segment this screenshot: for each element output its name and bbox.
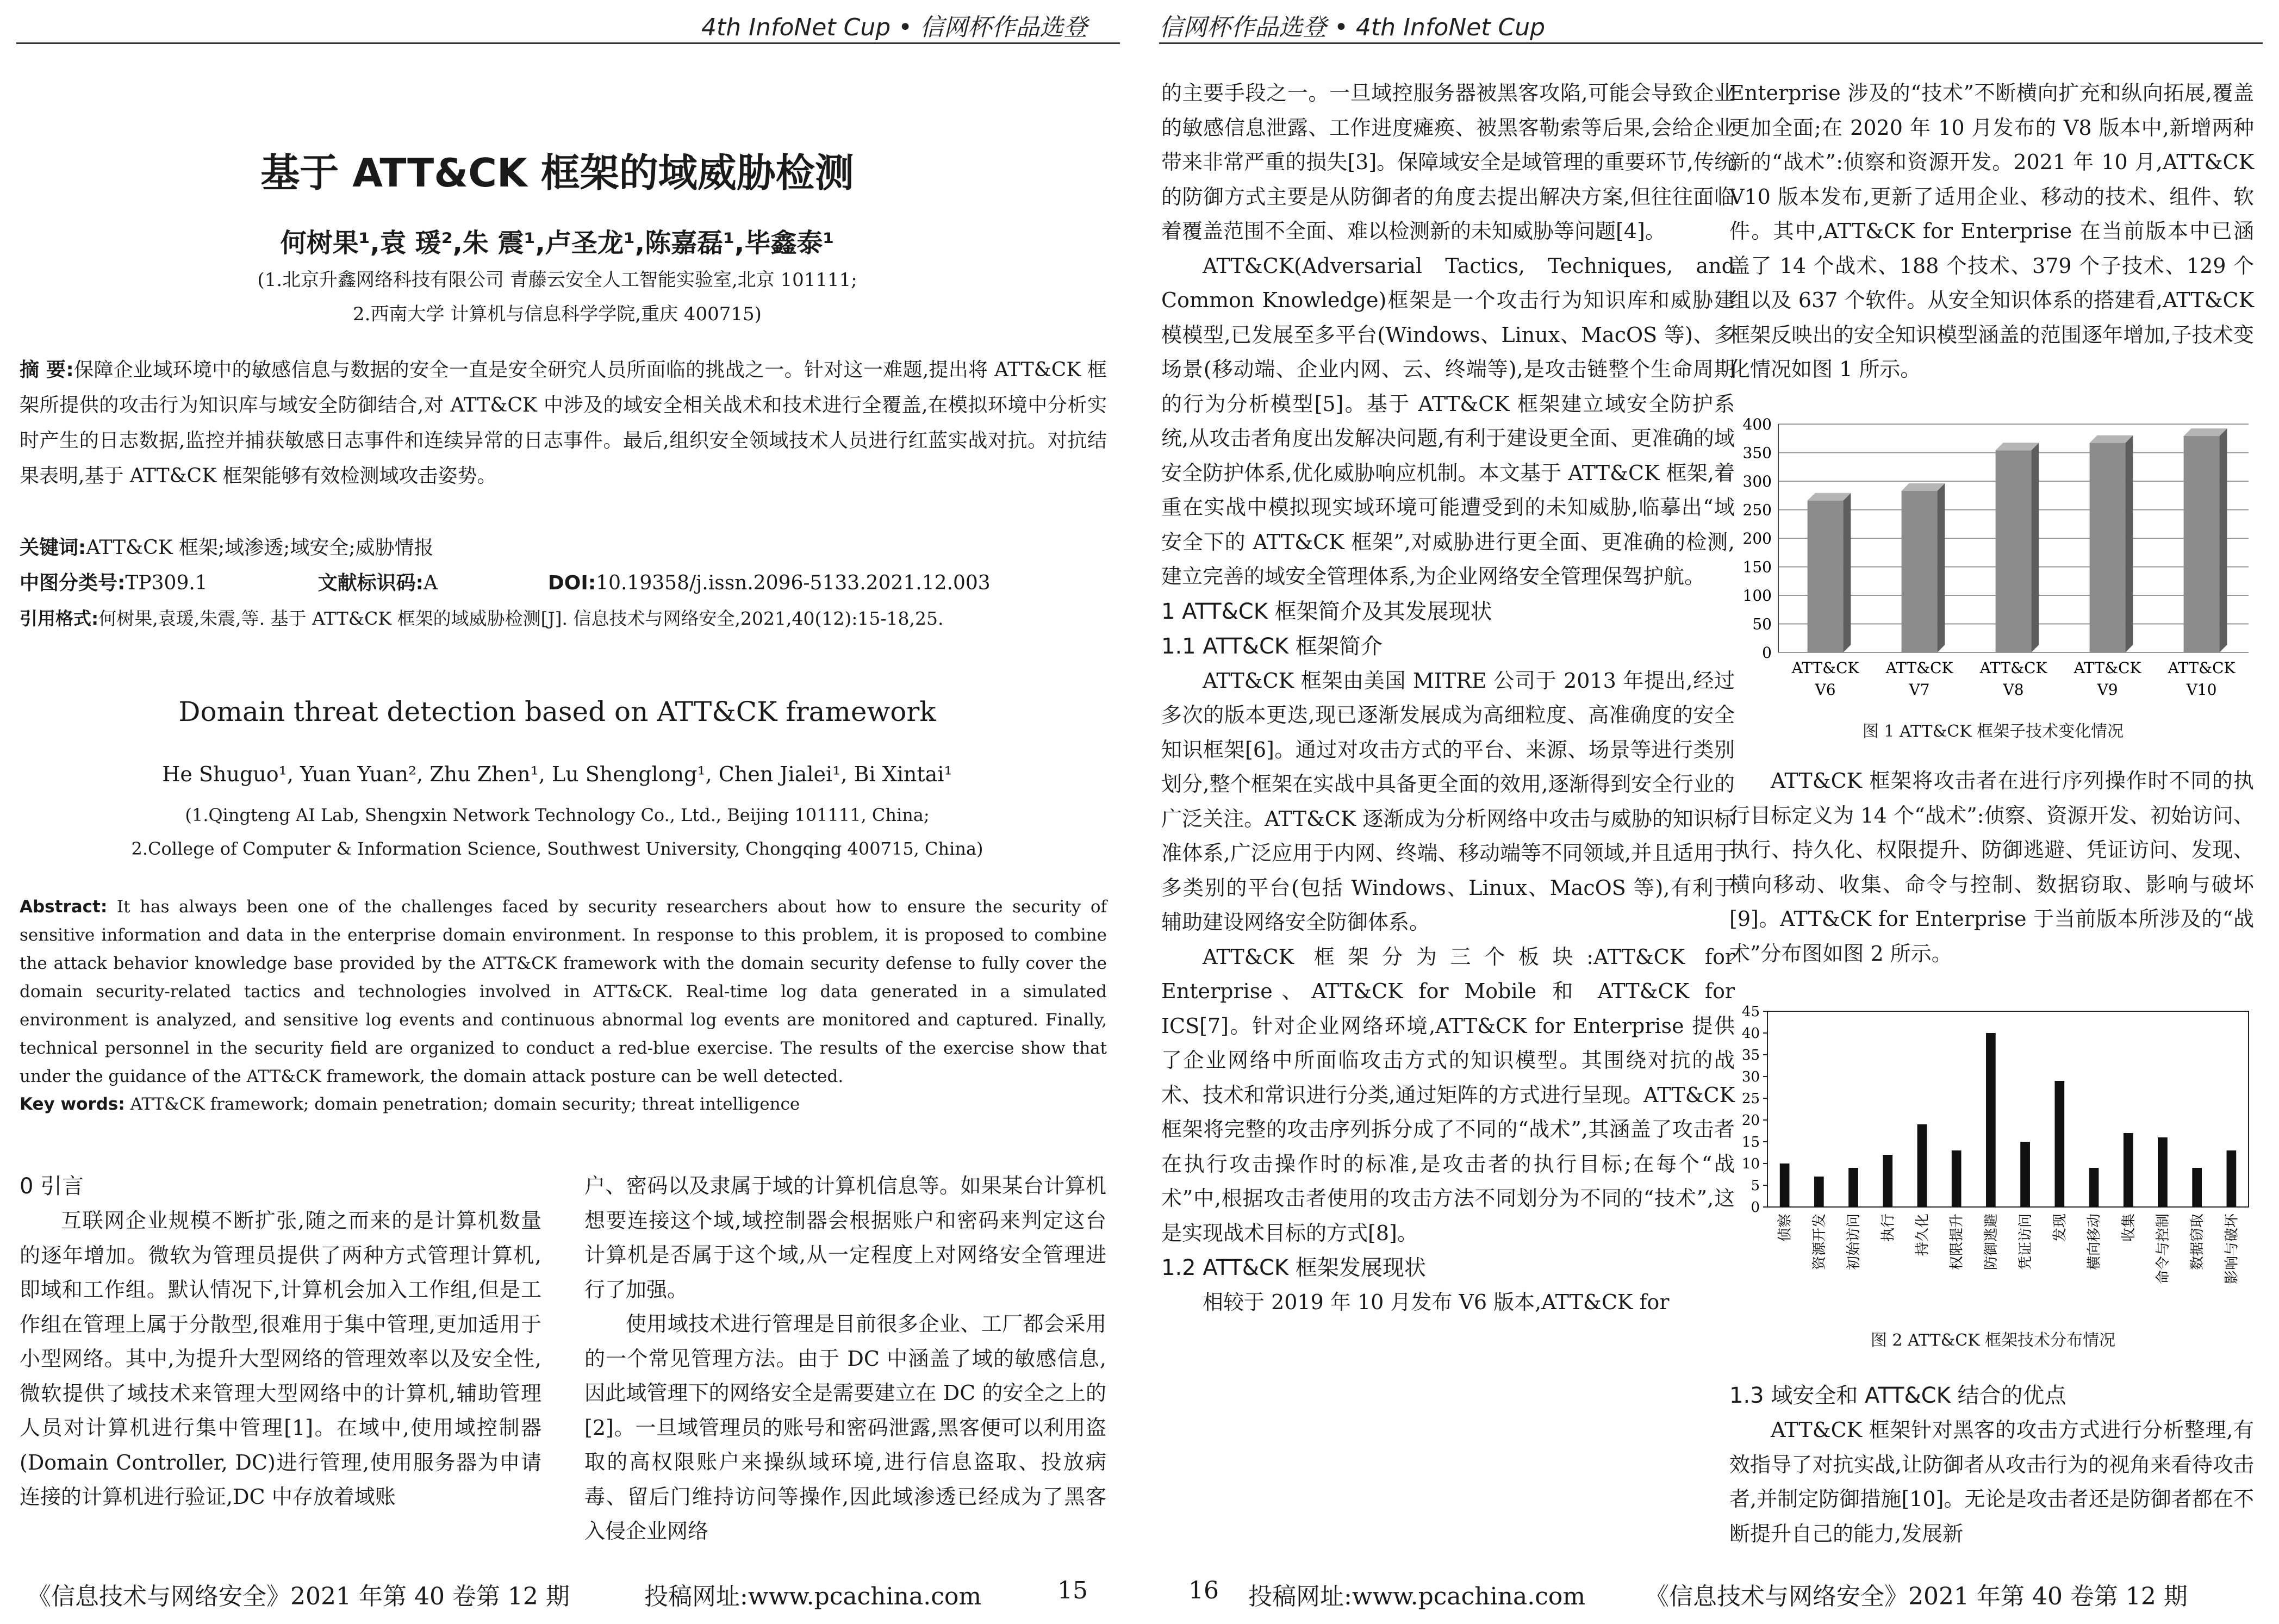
- classification-row: [20, 565, 1107, 601]
- paragraph-continuation: 的主要手段之一。一旦域控服务器被黑客攻陷,可能会导致企业的敏感信息泄露、工作进度瘫痪、被黑客勒索等后果,会给企业带来非常严重的损失[3]。保障域安全是域管理的重要环节,传统的防御方式主要是从防御者的角度去提出解决方案,但往往面临着覆盖范围不全面、难以检测新的未知威胁等问题[4]。: [1161, 81, 1735, 243]
- abstract-label: 摘 要:: [20, 359, 74, 381]
- bar: [1883, 1155, 1892, 1207]
- x-tick-label: V10: [2186, 681, 2217, 699]
- plot-frame: [1767, 1011, 2249, 1207]
- y-tick-label: 100: [1742, 587, 1772, 605]
- citation-label: 引用格式:: [20, 608, 99, 629]
- bar: [2227, 1150, 2237, 1207]
- keywords: [20, 530, 1107, 565]
- keywords-label: 关键词:: [20, 537, 86, 559]
- page-number: 15: [1057, 1577, 1088, 1604]
- page-number: 16: [1188, 1577, 1219, 1604]
- clc-label: 中图分类号:: [20, 572, 126, 594]
- author-list: 何树果¹,袁 瑗²,朱 震¹,卢圣龙¹,陈嘉磊¹,毕鑫泰¹: [280, 228, 835, 258]
- bar-top: [1808, 493, 1851, 501]
- y-tick-label: 150: [1742, 558, 1772, 576]
- bar: [1902, 491, 1938, 652]
- y-tick-label: 35: [1741, 1047, 1760, 1063]
- x-tick-label: 持久化: [1914, 1214, 1931, 1256]
- bar-side: [2125, 435, 2133, 652]
- citation: [20, 601, 1107, 636]
- y-tick-label: 50: [1752, 615, 1772, 633]
- bar-side: [1843, 493, 1851, 652]
- bar: [1986, 1033, 1996, 1207]
- y-tick-label: 40: [1741, 1025, 1760, 1042]
- x-tick-label: ATT&CK: [2073, 659, 2141, 677]
- section-1-heading: 1 ATT&CK 框架简介及其发展现状: [1161, 599, 1492, 624]
- bar-top: [1902, 483, 1945, 491]
- x-tick-label: 数据窃取: [2189, 1214, 2206, 1271]
- y-tick-label: 0: [1751, 1199, 1760, 1216]
- abstract: [20, 352, 1107, 494]
- right-column-1: [1161, 76, 1735, 1320]
- english-authors: He Shuguo¹, Yuan Yuan², Zhu Zhen¹, Lu Shenglong¹, Chen Jialei¹, Bi Xintai¹: [162, 762, 952, 786]
- header-rule: [1159, 42, 2263, 44]
- paragraph-tactics: ATT&CK 框架将攻击者在进行序列操作时不同的执行目标定义为 14 个“战术”:侦察、资源开发、初始访问、执行、持久化、权限提升、防御逃避、凭证访问、发现、横向移动、收集、命令与控制、数据窃取、影响与破坏[9]。ATT&CK for Enterprise 于当前版本所涉及的“战术”分布图如图 2 所示。: [1729, 769, 2254, 966]
- bar: [2124, 1133, 2133, 1207]
- y-tick-label: 25: [1741, 1091, 1760, 1107]
- figure-2-caption: 图 2 ATT&CK 框架技术分布情况: [1870, 1331, 2116, 1350]
- x-tick-label: V9: [2097, 681, 2118, 699]
- bar: [2090, 443, 2126, 652]
- bar: [2184, 436, 2220, 652]
- bar-side: [2219, 428, 2227, 652]
- x-tick-label: 横向移动: [2086, 1214, 2103, 1271]
- english-abstract-label: Abstract:: [20, 897, 108, 917]
- x-tick-label: V7: [1909, 681, 1930, 699]
- figure-1-chart: [1729, 413, 2257, 707]
- english-affiliation-1: (1.Qingteng AI Lab, Shengxin Network Technology Co., Ltd., Beijing 101111, China;: [185, 805, 930, 825]
- section-1-1-heading: 1.1 ATT&CK 框架简介: [1161, 633, 1383, 659]
- paragraph-mitre: ATT&CK 框架由美国 MITRE 公司于 2013 年提出,经过多次的版本更迭,现已逐渐发展成为高细粒度、高准确度的安全知识框架[6]。通过对攻击方式的平台、来源、场景等进行类别划分,整个框架在实战中具备更全面的效用,逐渐得到安全行业的广泛关注。ATT&CK 逐渐成为分析网络中攻击与威胁的知识标准体系,广泛应用于内网、终端、移动端等不同领域,并且适用于多类别的平台(包括 Windows、Linux、MacOS 等),有利于辅助建设网络安全防御体系。: [1161, 668, 1735, 934]
- x-tick-label: 收集: [2120, 1214, 2137, 1242]
- y-tick-label: 45: [1741, 1004, 1760, 1020]
- running-header: 4th InfoNet Cup • 信网杯作品选登: [701, 14, 1088, 41]
- bar-side: [1937, 483, 1945, 652]
- doi-label: DOI:: [547, 572, 596, 594]
- x-tick-label: 执行: [1880, 1214, 1897, 1242]
- bar: [1808, 501, 1844, 652]
- x-tick-label: 侦察: [1777, 1214, 1794, 1242]
- section-0-heading: 0 引言: [20, 1174, 84, 1199]
- y-tick-label: 300: [1742, 472, 1772, 490]
- y-tick-label: 400: [1742, 415, 1772, 433]
- x-tick-label: 资源开发: [1811, 1214, 1828, 1271]
- right-column-2: [1729, 76, 2254, 387]
- section-1-3-heading: 1.3 域安全和 ATT&CK 结合的优点: [1729, 1383, 2066, 1408]
- x-tick-label: V6: [1815, 681, 1836, 699]
- y-tick-label: 5: [1751, 1178, 1760, 1194]
- bar-top: [1996, 443, 2039, 450]
- intro-paragraph-1: 互联网企业规模不断扩张,随之而来的是计算机数量的逐年增加。微软为管理员提供了两种方式管理计算机,即域和工作组。默认情况下,计算机会加入工作组,但是工作组在管理上属于分散型,很难用于集中管理,更加适用于小型网络。其中,为提升大型网络的管理效率以及安全性,微软提供了域技术来管理大型网络中的计算机,辅助管理人员对计算机进行集中管理[1]。在域中,使用域控制器(Domain Controller, DC)进行管理,使用服务器为申请连接的计算机进行验证,DC 中存放着域账: [20, 1209, 541, 1509]
- x-tick-label: V8: [2003, 681, 2024, 699]
- y-tick-label: 30: [1741, 1069, 1760, 1085]
- figure-2-chart: [1729, 1000, 2257, 1305]
- bar: [2089, 1168, 2099, 1207]
- clc-value: TP309.1: [125, 572, 208, 594]
- x-tick-label: 影响与破坏: [2224, 1214, 2240, 1285]
- x-tick-label: ATT&CK: [1885, 659, 1953, 677]
- english-abstract-text: It has always been one of the challenges faced by security researchers about how to ensure the security of sensitive information and data in the enterprise domain environment. In response to this problem, it is proposed to combine the attack behavior knowledge base provided by the ATT&CK framework with the domain security defense to fully cover the domain security-related tactics and technologies involved in ATT&CK. Real-time log data generated in a simulated environment is analyzed, and sensitive log events and continuous abnormal log events are monitored and captured. Finally, technical personnel in the security field are organized to conduct a red-blue exercise. The results of the exercise show that under the guidance of the ATT&CK framework, the domain attack posture can be well detected.: [20, 897, 1107, 1086]
- bar: [2054, 1081, 2064, 1207]
- doccode-value: A: [424, 572, 438, 594]
- doccode-label: 文献标识码:: [317, 572, 424, 594]
- bar: [1848, 1168, 1858, 1207]
- english-keywords-text: ATT&CK framework; domain penetration; domain security; threat intelligence: [130, 1094, 800, 1114]
- x-tick-label: 命令与控制: [2155, 1214, 2171, 1285]
- keywords-text: ATT&CK 框架;域渗透;域安全;威胁情报: [86, 537, 434, 559]
- right-page: [1140, 0, 2279, 1624]
- doi-value: 10.19358/j.issn.2096-5133.2021.12.003: [596, 572, 991, 594]
- paragraph-attck-intro: ATT&CK(Adversarial Tactics, Techniques, and Common Knowledge)框架是一个攻击行为知识库和威胁建模模型,已发展至多平台(Windows、Linux、MacOS 等)、多场景(移动端、企业内网、云、终端等),是攻击链整个生命周期的行为分析模型[5]。基于 ATT&CK 框架建立域安全防护系统,从攻击者角度出发解决问题,有利于建设更全面、更准确的域安全防护体系,优化威胁响应机制。本文基于 ATT&CK 框架,着重在实战中模拟现实域环境可能遭受到的未知威胁,临摹出“域安全下的 ATT&CK 框架”,对威胁进行更全面、更准确的检测,建立完善的域安全管理体系,为企业网络安全管理保驾护航。: [1161, 253, 1735, 588]
- left-column-1: [20, 1169, 541, 1515]
- y-tick-label: 20: [1741, 1112, 1760, 1129]
- bar: [2192, 1168, 2202, 1207]
- bar-top: [2090, 435, 2133, 443]
- x-tick-label: ATT&CK: [2168, 659, 2236, 677]
- english-title: Domain threat detection based on ATT&CK framework: [178, 696, 936, 727]
- bar-top: [2184, 428, 2227, 436]
- bar: [1952, 1150, 1962, 1207]
- bar: [2020, 1142, 2030, 1207]
- x-tick-label: 发现: [2052, 1214, 2069, 1242]
- left-column-2: [584, 1169, 1106, 1549]
- paper-title: 基于 ATT&CK 框架的域威胁检测: [260, 150, 854, 196]
- footer-url[interactable]: 投稿网址:www.pcachina.com: [1248, 1583, 1586, 1610]
- affiliation-1: (1.北京升鑫网络科技有限公司 青藤云安全人工智能实验室,北京 101111;: [257, 269, 857, 291]
- footer-url[interactable]: 投稿网址:www.pcachina.com: [644, 1583, 982, 1610]
- x-tick-label: 权限提升: [1948, 1214, 1965, 1271]
- figure-1-caption: 图 1 ATT&CK 框架子技术变化情况: [1862, 722, 2124, 741]
- x-tick-label: ATT&CK: [1979, 659, 2047, 677]
- x-tick-label: ATT&CK: [1791, 659, 1859, 677]
- paragraph-three-modules: ATT&CK 框架分为三个板块:ATT&CK for Enterprise、ATT&CK for Mobile 和 ATT&CK for ICS[7]。针对企业网络环境,ATT&CK for Enterprise 提供了企业网络中所面临攻击方式的知识模型。其围绕对抗的战术、技术和常识进行分类,通过矩阵的方式进行呈现。ATT&CK 框架将完整的攻击序列拆分成了不同的“战术”,其涵盖了攻击者在执行攻击操作时的标准,是攻击者的执行目标;在每个“战术”中,根据攻击者使用的攻击方法不同划分为不同的“技术”,这是实现战术目标的方式[8]。: [1161, 944, 1735, 1245]
- y-tick-label: 250: [1742, 501, 1772, 519]
- bar: [1780, 1163, 1790, 1207]
- english-affiliation-2: 2.College of Computer & Information Science, Southwest University, Chongqing 400715, China): [131, 838, 983, 859]
- bar-side: [2031, 443, 2039, 652]
- english-abstract: [20, 893, 1107, 1091]
- bar: [1917, 1124, 1927, 1207]
- header-rule: [16, 42, 1120, 44]
- intro-paragraph-2: 户、密码以及隶属于域的计算机信息等。如果某台计算机想要连接这个域,域控制器会根据账户和密码来判定这台计算机是否属于这个域,从一定程度上对网络安全管理进行了加强。: [584, 1174, 1106, 1302]
- x-tick-label: 防御逃避: [1983, 1214, 2000, 1271]
- paragraph-advantages: ATT&CK 框架针对黑客的攻击方式进行分析整理,有效指导了对抗实战,让防御者从攻击行为的视角来看待攻击者,并制定防御措施[10]。无论是攻击者还是防御者都在不断提升自己的能力,发展新: [1729, 1418, 2254, 1546]
- section-1-2-heading: 1.2 ATT&CK 框架发展现状: [1161, 1255, 1426, 1280]
- y-tick-label: 200: [1742, 530, 1772, 547]
- y-tick-label: 350: [1742, 444, 1772, 462]
- x-tick-label: 初始访问: [1846, 1214, 1863, 1271]
- bar: [1996, 450, 2032, 652]
- y-tick-label: 15: [1741, 1134, 1760, 1150]
- y-tick-label: 10: [1741, 1156, 1760, 1172]
- paragraph-enterprise: Enterprise 涉及的“技术”不断横向扩充和纵向拓展,覆盖更加全面;在 2020 年 10 月发布的 V8 版本中,新增两种新的“战术”:侦察和资源开发。2021 年 10 月,ATT&CK V10 版本发布,更新了适用企业、移动的技术、组件、软件。其中,ATT&CK for Enterprise 在当前版本中已涵盖了 14 个战术、188 个技术、379 个子技术、129 个组以及 637 个软件。从安全知识体系的搭建看,ATT&CK 框架反映出的安全知识模型涵盖的范围逐年增加,子技术变化情况如图 1 所示。: [1729, 81, 2254, 381]
- citation-text: 何树果,袁瑗,朱震,等. 基于 ATT&CK 框架的域威胁检测[J]. 信息技术与网络安全,2021,40(12):15-18,25.: [98, 608, 944, 629]
- y-tick-label: 0: [1762, 644, 1772, 662]
- affiliation-2: 2.西南大学 计算机与信息科学学院,重庆 400715): [353, 303, 762, 325]
- running-header: 信网杯作品选登 • 4th InfoNet Cup: [1159, 14, 1546, 41]
- abstract-text: 保障企业域环境中的敏感信息与数据的安全一直是安全研究人员所面临的挑战之一。针对这一难题,提出将 ATT&CK 框架所提供的攻击行为知识库与域安全防御结合,对 ATT&CK 中涉及的域安全相关战术和技术进行全覆盖,在模拟环境中分析实时产生的日志数据,监控并捕获敏感日志事件和连续异常的日志事件。最后,组织安全领域技术人员进行红蓝实战对抗。对抗结果表明,基于 ATT&CK 框架能够有效检测域攻击姿势。: [20, 359, 1107, 487]
- paragraph-development: 相较于 2019 年 10 月发布 V6 版本,ATT&CK for: [1203, 1290, 1670, 1314]
- right-column-2-bottom: [1729, 1378, 2254, 1551]
- footer-journal: 《信息技术与网络安全》2021 年第 40 卷第 12 期: [1645, 1583, 2188, 1610]
- footer-journal: 《信息技术与网络安全》2021 年第 40 卷第 12 期: [27, 1583, 570, 1610]
- english-keywords-label: Key words:: [20, 1094, 125, 1114]
- english-keywords: [20, 1090, 1107, 1118]
- right-column-2-mid: [1729, 764, 2254, 971]
- bar: [1814, 1177, 1824, 1207]
- x-tick-label: 凭证访问: [2018, 1214, 2034, 1271]
- bar: [2158, 1137, 2168, 1207]
- intro-paragraph-3: 使用域技术进行管理是目前很多企业、工厂都会采用的一个常见管理方法。由于 DC 中涵盖了域的敏感信息,因此域管理下的网络安全是需要建立在 DC 的安全之上的[2]。一旦域管理员的账号和密码泄露,黑客便可以利用盗取的高权限账户来操纵域环境,进行信息盗取、投放病毒、留后门维持访问等操作,因此域渗透已经成为了黑客入侵企业网络: [584, 1312, 1106, 1543]
